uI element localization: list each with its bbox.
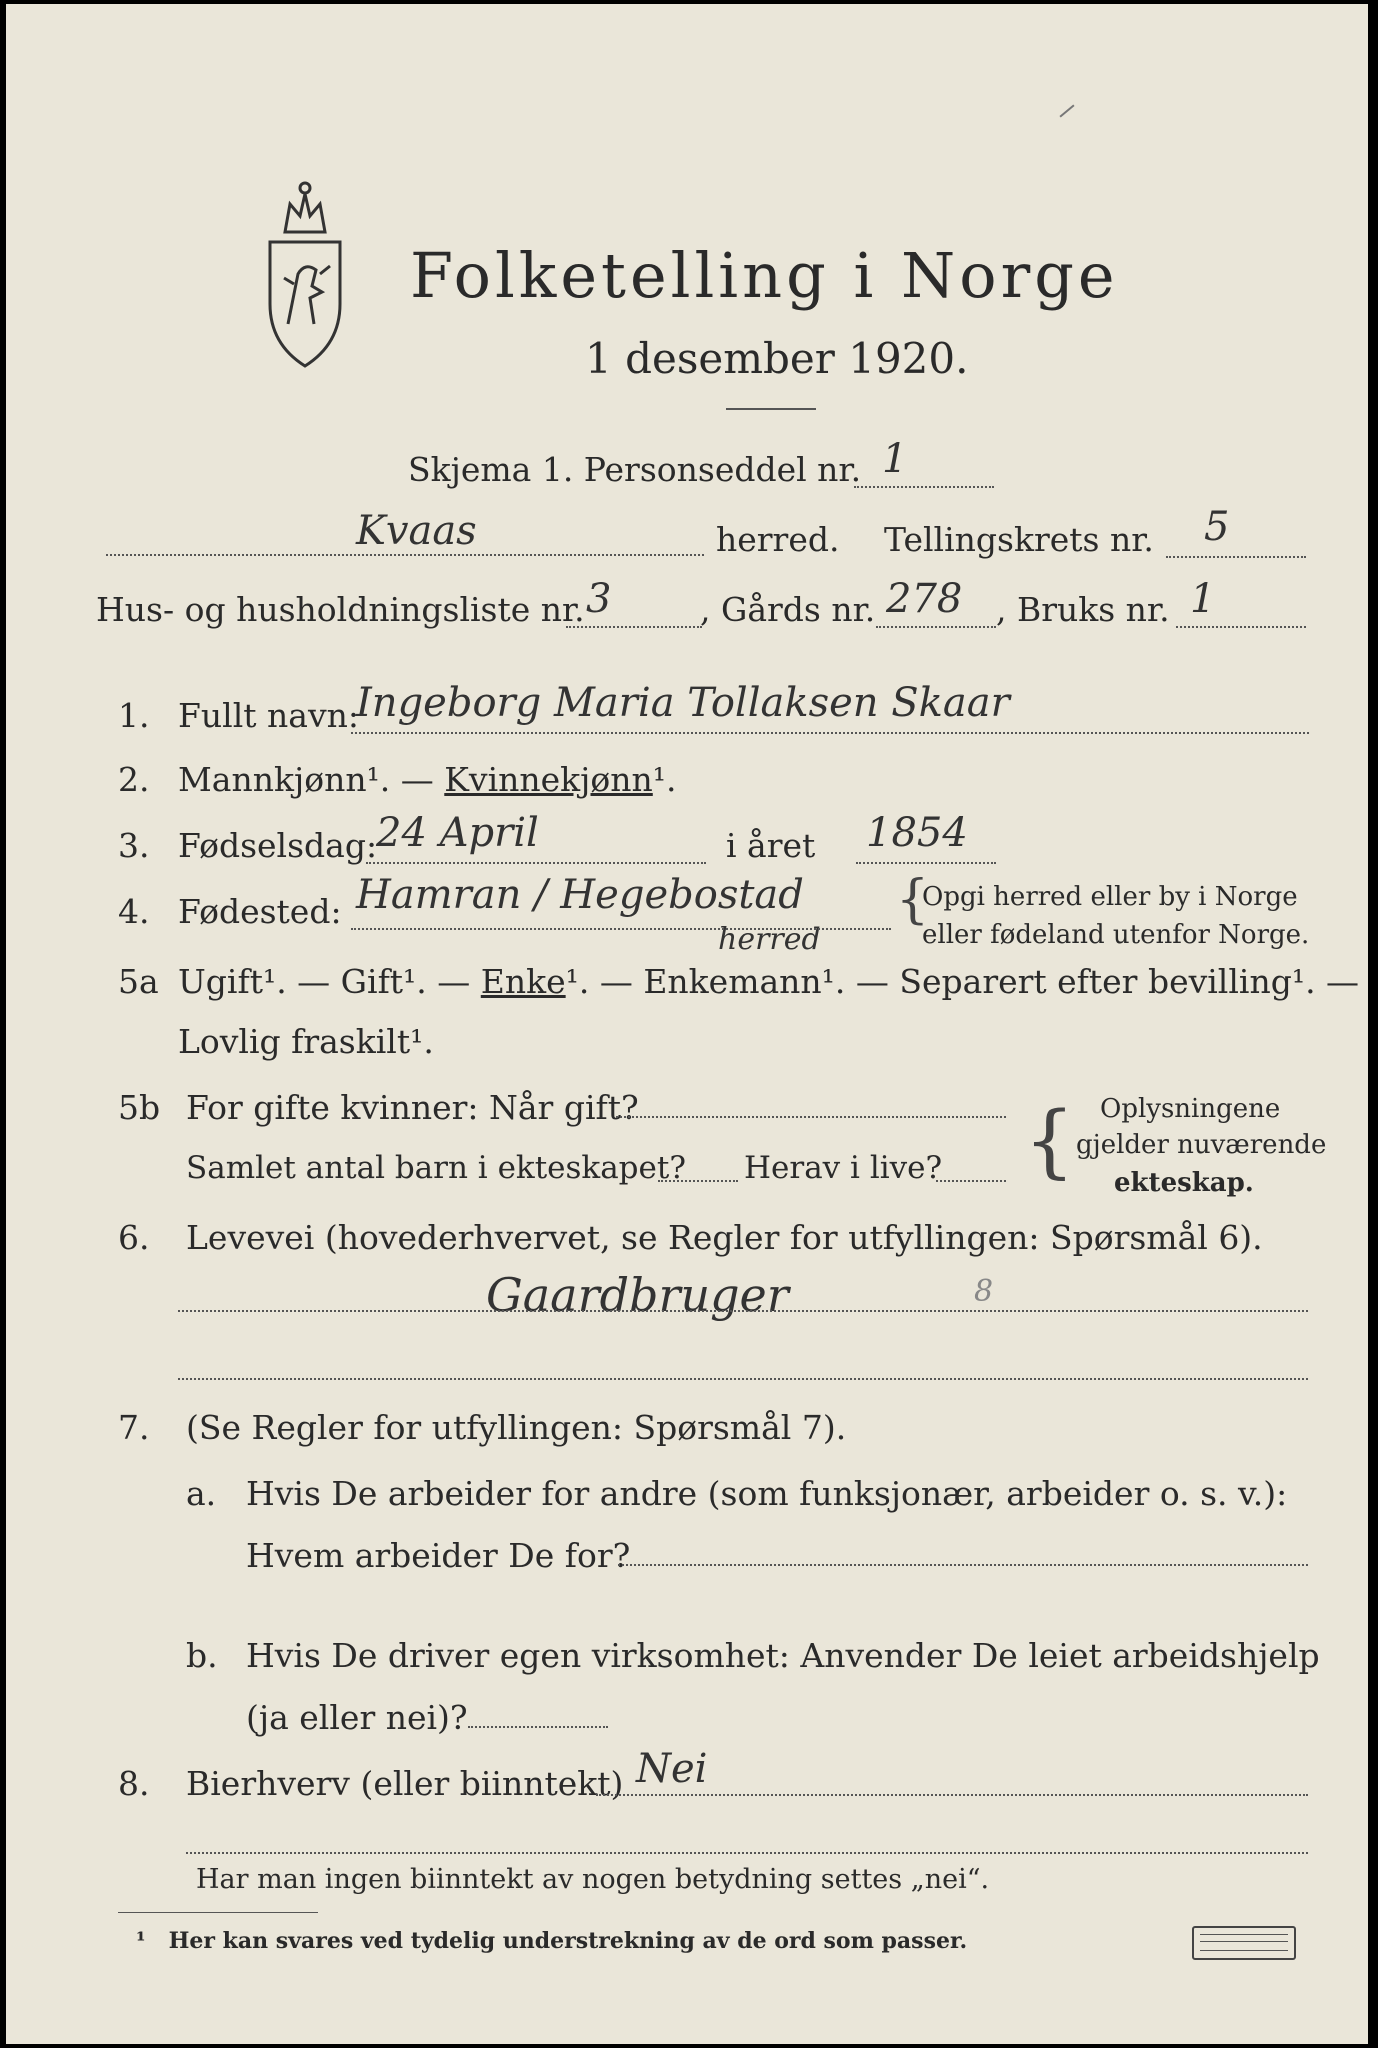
footnote-divider — [118, 1912, 318, 1913]
q5a-number: 5a — [118, 962, 159, 1001]
birth-year-line — [856, 862, 996, 864]
q5a-line2: Lovlig fraskilt¹. — [178, 1022, 434, 1061]
birthplace-line — [351, 928, 891, 930]
q7b-line2: (ja eller nei)? — [246, 1698, 468, 1737]
q5a-line1: Ugift¹. — Gift¹. — Enke¹. — Enkemann¹. — Separert efter bevilling¹. — — [178, 962, 1360, 1001]
q7b-line1: Hvis De driver egen virksomhet: Anvender De leiet arbeidshjelp — [246, 1636, 1320, 1675]
q5b-line1: For gifte kvinner: Når gift? — [186, 1088, 639, 1127]
husholdningsliste-line — [566, 626, 702, 628]
children-alive-line — [936, 1180, 1006, 1182]
personseddel-line — [854, 486, 994, 488]
employer-line — [618, 1564, 1308, 1566]
herred-value[interactable]: Kvaas — [356, 508, 477, 554]
occupation-line-1 — [178, 1310, 1308, 1312]
birthplace-value[interactable]: Hamran / Hegebostad — [356, 872, 804, 918]
married-when-line — [616, 1116, 1006, 1118]
q4-note-2: eller fødeland utenfor Norge. — [922, 920, 1310, 950]
hired-help-line — [468, 1726, 608, 1728]
year-label: i året — [726, 826, 816, 865]
marital-selected-enke: Enke — [480, 962, 566, 1001]
scan-mark — [1059, 104, 1074, 117]
q5b-number: 5b — [118, 1088, 161, 1127]
q7a-line1: Hvis De arbeider for andre (som funksjonær, arbeider o. s. v.): — [246, 1474, 1288, 1513]
husholdningsliste-number[interactable]: 3 — [586, 576, 612, 622]
herred-label: herred. — [716, 520, 840, 559]
q4-brace: { — [896, 870, 930, 930]
side-income-value[interactable]: Nei — [636, 1746, 708, 1792]
full-name-value[interactable]: Ingeborg Maria Tollaksen Skaar — [356, 680, 1010, 726]
tellingskrets-label: Tellingskrets nr. — [884, 520, 1154, 559]
bruks-label: , Bruks nr. — [996, 590, 1170, 629]
q5b-brace: { — [1024, 1094, 1075, 1187]
birthday-line — [366, 862, 706, 864]
q1-label: Fullt navn: — [178, 696, 359, 735]
side-income-line-2 — [186, 1852, 1308, 1854]
q8-label: Bierhverv (eller biinntekt) — [186, 1764, 624, 1803]
q6-label: Levevei (hovederhvervet, se Regler for utfyllingen: Spørsmål 6). — [186, 1218, 1263, 1257]
occupation-code: 8 — [974, 1274, 994, 1309]
q5b-note-3: ekteskap. — [1114, 1168, 1254, 1198]
q5b-note-1: Oplysningene — [1100, 1094, 1281, 1124]
q6-number: 6. — [118, 1218, 150, 1257]
q4-number: 4. — [118, 892, 150, 931]
q5b-alive-label: Herav i live? — [744, 1150, 943, 1186]
children-count-line — [658, 1180, 738, 1182]
full-name-line — [351, 732, 1309, 734]
printer-stamp — [1192, 1926, 1296, 1960]
q7-label: (Se Regler for utfyllingen: Spørsmål 7). — [186, 1408, 847, 1447]
husholdningsliste-label: Hus- og husholdningsliste nr. — [96, 590, 585, 629]
q3-number: 3. — [118, 826, 150, 865]
gards-label: , Gårds nr. — [700, 590, 876, 629]
occupation-line-2 — [178, 1378, 1308, 1380]
q4-note-1: Opgi herred eller by i Norge — [922, 882, 1298, 912]
form-title: Folketelling i Norge — [410, 239, 1119, 312]
herred-line — [106, 554, 704, 556]
census-form-page — [6, 4, 1368, 2044]
gards-number[interactable]: 278 — [886, 576, 963, 622]
q7a-line2: Hvem arbeider De for? — [246, 1536, 631, 1575]
personseddel-number[interactable]: 1 — [882, 436, 908, 482]
skjema-label: Skjema 1. Personseddel nr. — [408, 450, 862, 489]
tellingskrets-line — [1166, 556, 1306, 558]
bruks-line — [1176, 626, 1306, 628]
q1-number: 1. — [118, 696, 150, 735]
census-date: 1 desember 1920. — [585, 334, 969, 383]
birth-year-value[interactable]: 1854 — [866, 810, 968, 856]
footnote: ¹ Her kan svares ved tydelig understrekning av de ord som passer. — [136, 1928, 968, 1954]
q7a-number: a. — [186, 1474, 217, 1513]
occupation-value[interactable]: Gaardbruger — [486, 1268, 789, 1322]
bruks-number[interactable]: 1 — [1190, 576, 1216, 622]
birthplace-herred-note: herred — [718, 922, 821, 957]
q7-number: 7. — [118, 1408, 150, 1447]
q4-label: Fødested: — [178, 892, 342, 931]
q5b-note-2: gjelder nuværende — [1076, 1130, 1327, 1160]
coat-of-arms-icon — [250, 174, 360, 374]
q3-label: Fødselsdag: — [178, 826, 378, 865]
q2-number: 2. — [118, 760, 150, 799]
q7b-number: b. — [186, 1636, 218, 1675]
side-income-line — [596, 1794, 1308, 1796]
q2-gender: Mannkjønn¹. — Kvinnekjønn¹. — [178, 760, 677, 799]
tellingskrets-number[interactable]: 5 — [1204, 504, 1230, 550]
gards-line — [876, 626, 996, 628]
q5b-children-label: Samlet antal barn i ekteskapet? — [186, 1150, 686, 1186]
q8-number: 8. — [118, 1764, 150, 1803]
gender-selected-female: Kvinnekjønn — [444, 760, 653, 799]
birthday-value[interactable]: 24 April — [376, 810, 539, 856]
title-divider — [726, 408, 816, 410]
q8-note: Har man ingen biinntekt av nogen betydning settes „nei“. — [196, 1864, 990, 1895]
